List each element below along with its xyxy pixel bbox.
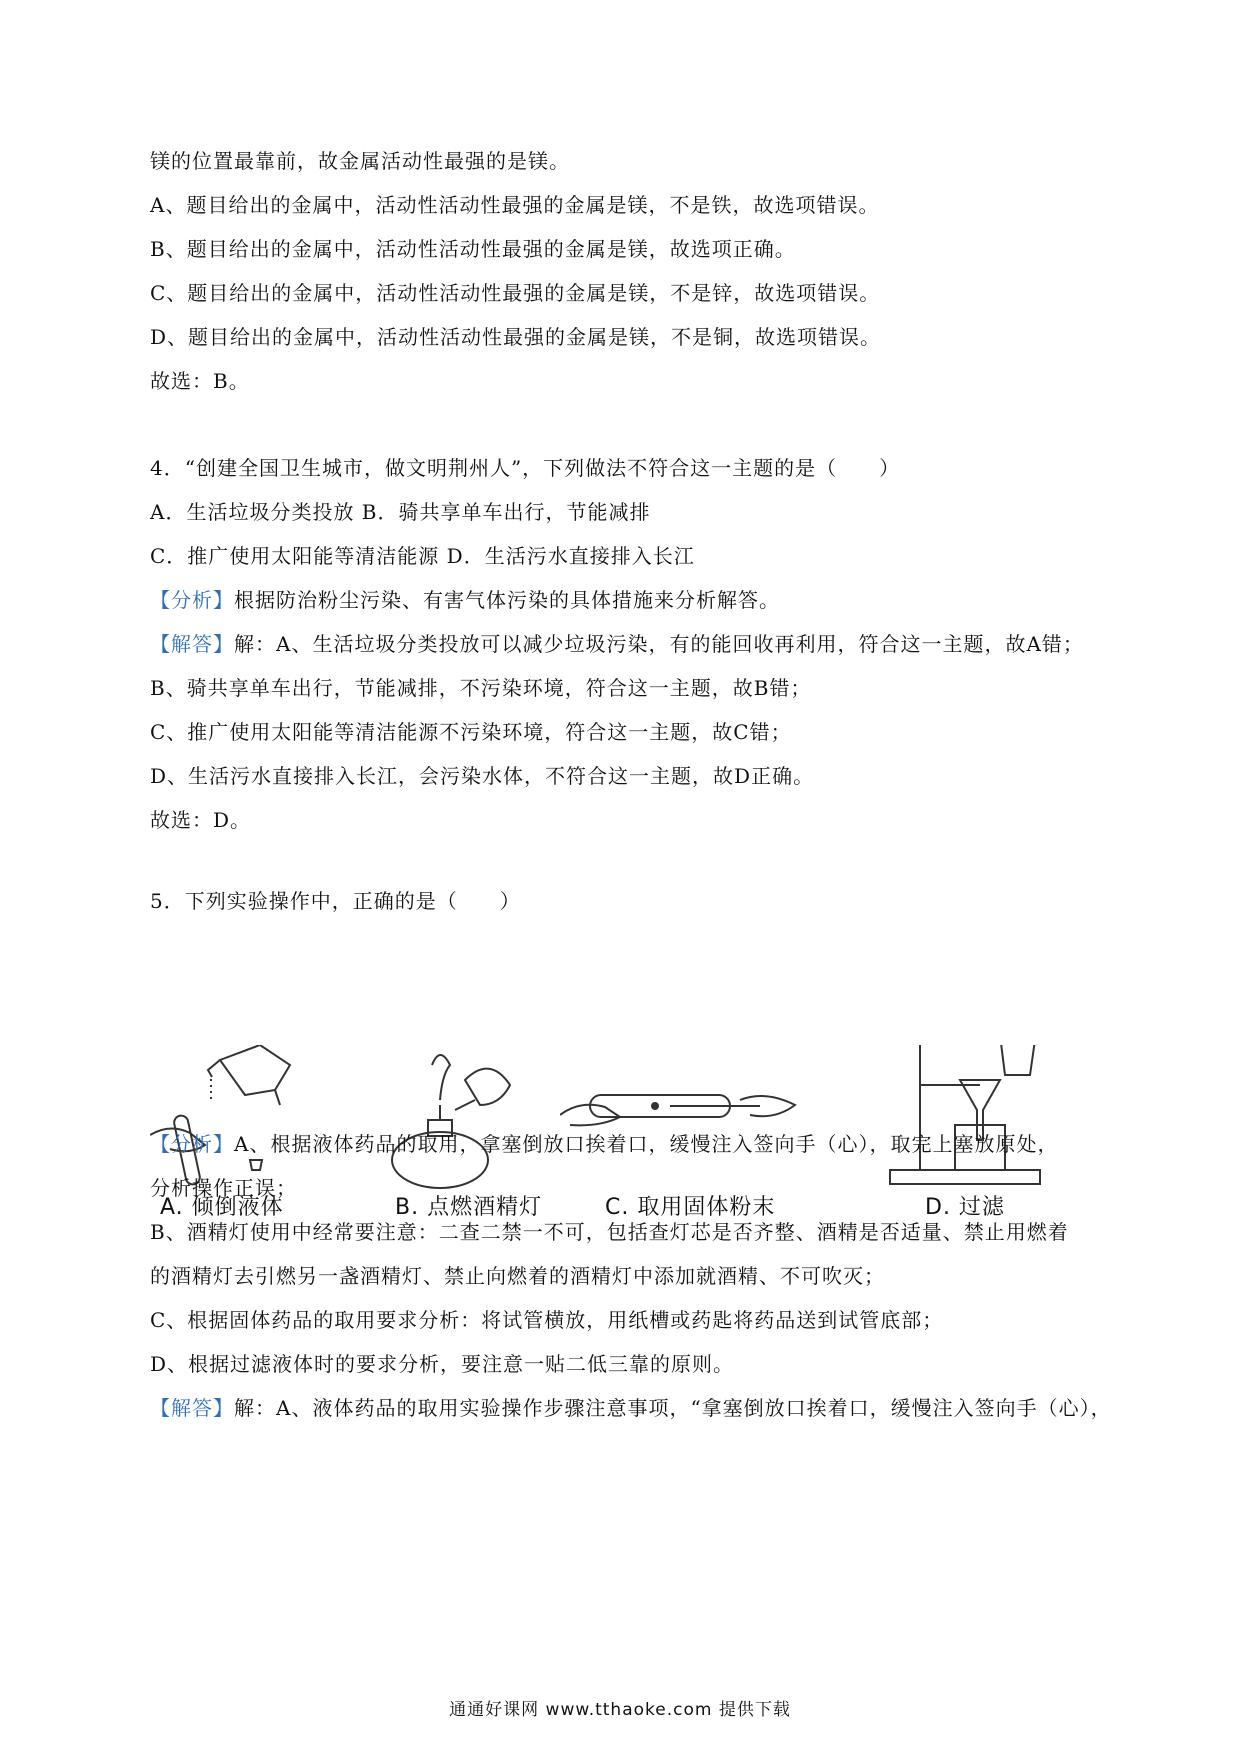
q4-options-ab: A．生活垃圾分类投放 B．骑共享单车出行，节能减排 xyxy=(150,500,651,524)
taking-solid-powder-illustration xyxy=(560,1045,800,1195)
filtration-illustration xyxy=(880,1045,1080,1195)
q4-analysis xyxy=(150,584,780,613)
figure-a-caption: A. 倾倒液体 xyxy=(160,1195,284,1220)
analysis-tag: 【分析】 xyxy=(150,588,234,612)
analysis-tag: 【分析】 xyxy=(150,1132,234,1156)
q5-analysis-line-2: 分析操作正误； xyxy=(150,1176,297,1200)
q3-text-line-1: 镁的位置最靠前，故金属活动性最强的是镁。 xyxy=(150,149,570,173)
lighting-alcohol-lamp-illustration xyxy=(370,1045,550,1195)
answer-text: 解：A、生活垃圾分类投放可以减少垃圾污染，有的能回收再利用，符合这一主题，故A错； xyxy=(234,632,1084,656)
page-footer: 通通好课网 www.tthaoke.com 提供下载 xyxy=(449,1700,791,1720)
q4-answer-b: B、骑共享单车出行，节能减排，不污染环境，符合这一主题，故B错； xyxy=(150,676,812,700)
q3-option-b-explanation: B、题目给出的金属中，活动性活动性最强的金属是镁，故选项正确。 xyxy=(150,237,796,261)
q3-option-c-explanation: C、题目给出的金属中，活动性活动性最强的金属是镁，不是锌，故选项错误。 xyxy=(150,281,881,305)
q4-answer-c: C、推广使用太阳能等清洁能源不污染环境，符合这一主题，故C错； xyxy=(150,720,792,744)
answer-tag: 【解答】 xyxy=(150,1396,234,1420)
q4-final-answer: 故选：D。 xyxy=(150,808,252,832)
q5-answer xyxy=(150,1392,1112,1421)
figure-b-caption: B. 点燃酒精灯 xyxy=(395,1195,543,1220)
q3-option-d-explanation: D、题目给出的金属中，活动性活动性最强的金属是镁，不是铜，故选项错误。 xyxy=(150,325,882,349)
q5-question: 5．下列实验操作中，正确的是（ ） xyxy=(150,889,521,913)
q5-analysis-b-line-2: 的酒精灯去引燃另一盏酒精灯、禁止向燃着的酒精灯中添加就酒精、不可吹灭； xyxy=(150,1264,885,1288)
q4-options-cd: C．推广使用太阳能等清洁能源 D．生活污水直接排入长江 xyxy=(150,544,695,568)
q5-analysis-b-line-1: B、酒精灯使用中经常要注意：二查二禁一不可，包括查灯芯是否齐整、酒精是否适量、禁止用燃着 xyxy=(150,1220,1069,1244)
analysis-text: 根据防治粉尘污染、有害气体污染的具体措施来分析解答。 xyxy=(234,588,780,612)
figure-c-caption: C. 取用固体粉末 xyxy=(605,1195,776,1220)
q4-answer-d: D、生活污水直接排入长江，会污染水体，不符合这一主题，故D正确。 xyxy=(150,764,815,788)
answer-text: 解：A、液体药品的取用实验操作步骤注意事项，“拿塞倒放口挨着口，缓慢注入签向手（心）， xyxy=(234,1396,1112,1420)
q5-analysis-c: C、根据固体药品的取用要求分析：将试管横放，用纸槽或药匙将药品送到试管底部； xyxy=(150,1308,944,1332)
q3-option-a-explanation: A、题目给出的金属中，活动性活动性最强的金属是镁，不是铁，故选项错误。 xyxy=(150,193,880,217)
q4-answer xyxy=(150,628,1084,657)
q5-analysis-d: D、根据过滤液体时的要求分析，要注意一贴二低三靠的原则。 xyxy=(150,1352,735,1376)
answer-tag: 【解答】 xyxy=(150,632,234,656)
analysis-text: A、根据液体药品的取用，拿塞倒放口挨着口，缓慢注入签向手（心），取完上塞放原处， xyxy=(234,1132,1059,1156)
q5-analysis xyxy=(150,1128,1058,1157)
figure-d-caption: D. 过滤 xyxy=(925,1195,1005,1220)
q4-question: 4．“创建全国卫生城市，做文明荆州人”，下列做法不符合这一主题的是（ ） xyxy=(150,456,901,480)
q3-final-answer: 故选：B。 xyxy=(150,369,250,393)
